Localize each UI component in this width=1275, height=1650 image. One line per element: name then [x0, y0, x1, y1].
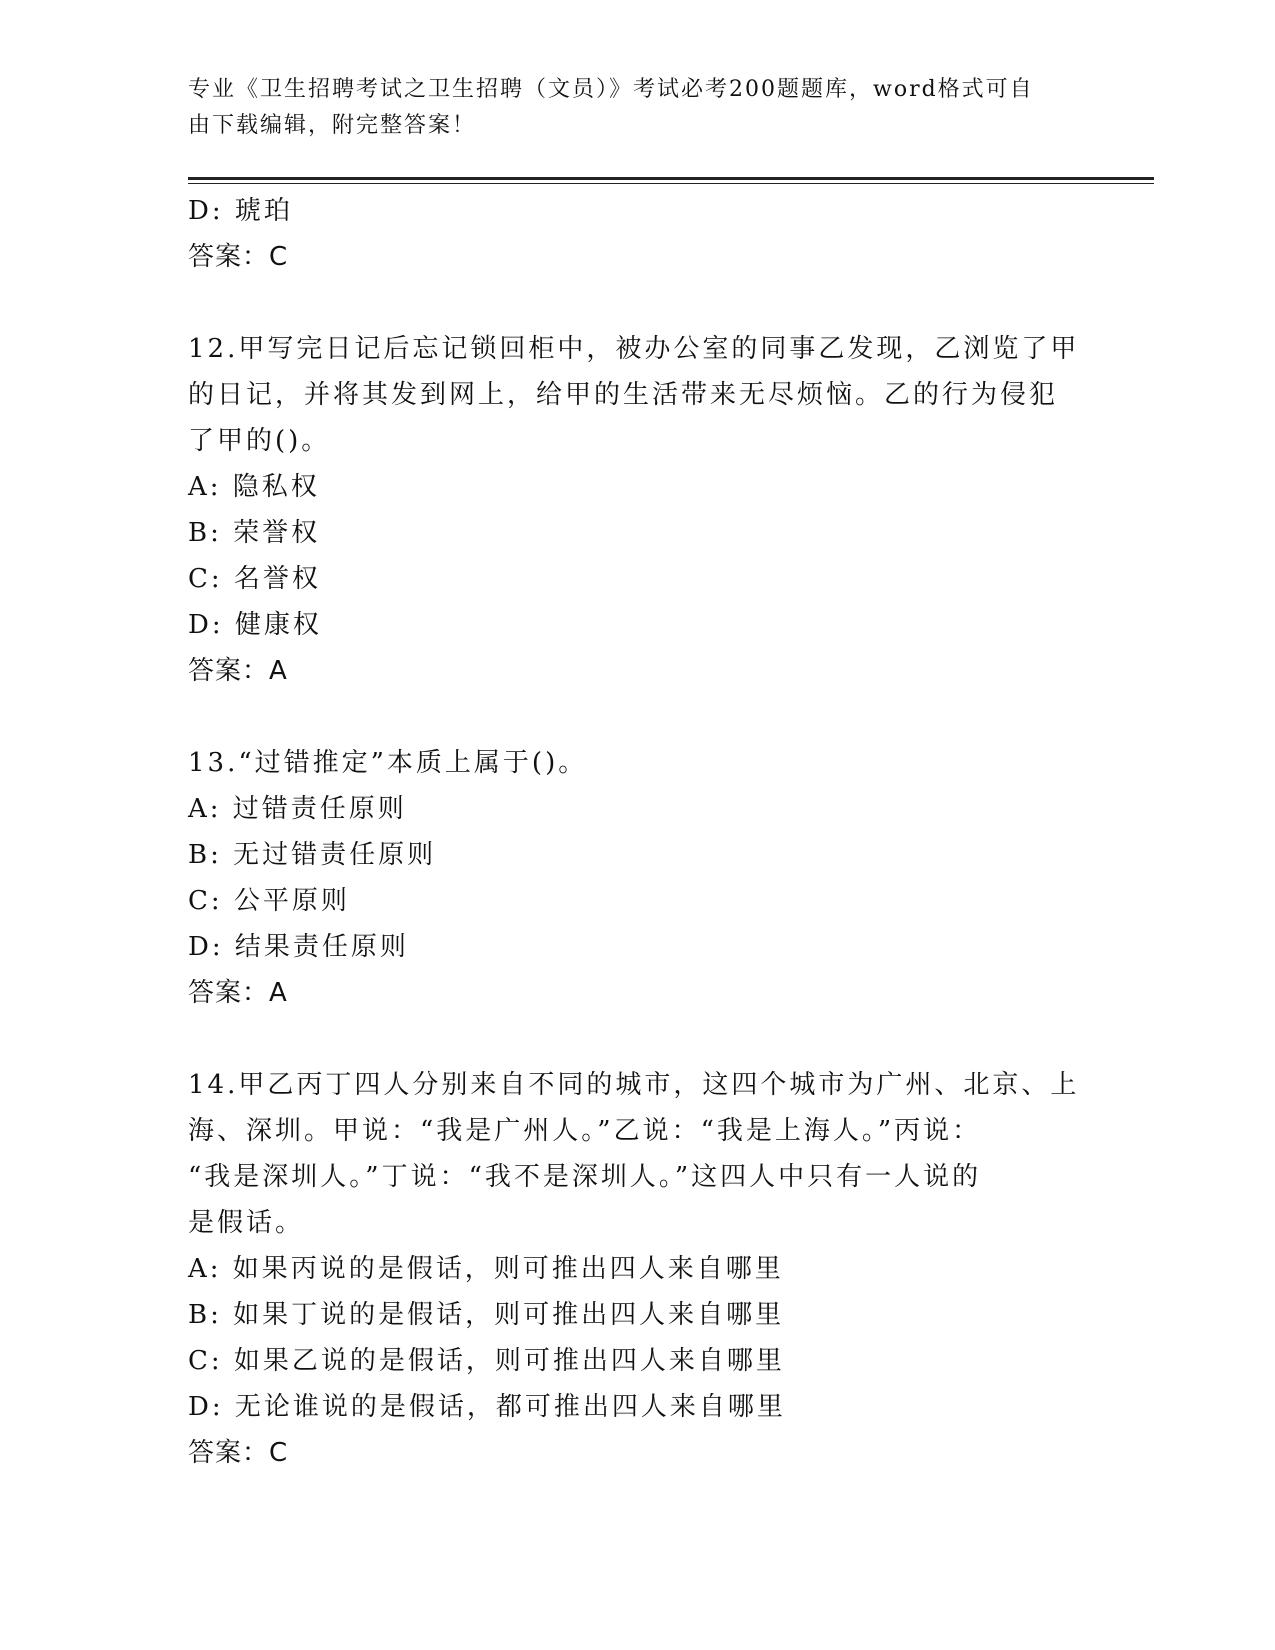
answer-label: 答案：A: [188, 978, 288, 1008]
question-11-tail: [188, 188, 1088, 280]
answer-label: 答案：C: [188, 242, 289, 272]
option-a: A: 如果丙说的是假话，则可推出四人来自哪里: [188, 1254, 784, 1284]
question-14: [188, 1062, 1088, 1476]
question-13: [188, 740, 1088, 1016]
option-d: D: 结果责任原则: [188, 932, 409, 962]
question-stem-line: “我是深圳人。”丁说：“我不是深圳人。”这四人中只有一人说的: [188, 1162, 982, 1192]
option-a: A: 隐私权: [188, 472, 320, 502]
spacer: [188, 1016, 1088, 1062]
spacer: [188, 280, 1088, 326]
option-d: D: 琥珀: [188, 196, 293, 226]
answer-label: 答案：A: [188, 656, 288, 686]
header-line-2: 由下载编辑，附完整答案！: [188, 113, 477, 138]
option-d: D: 健康权: [188, 610, 322, 640]
option-b: B: 如果丁说的是假话，则可推出四人来自哪里: [188, 1300, 785, 1330]
question-stem-line: 了甲的()。: [188, 426, 331, 456]
option-c: C: 如果乙说的是假话，则可推出四人来自哪里: [188, 1346, 785, 1376]
header-rule-thin: [188, 183, 1154, 184]
header-rule-thick: [188, 177, 1154, 180]
question-stem-line: 的日记，并将其发到网上，给甲的生活带来无尽烦恼。乙的行为侵犯: [188, 380, 1059, 410]
option-d: D: 无论谁说的是假话，都可推出四人来自哪里: [188, 1392, 786, 1422]
answer-label: 答案：C: [188, 1438, 289, 1468]
question-stem-line: 12.甲写完日记后忘记锁回柜中，被办公室的同事乙发现，乙浏览了甲: [188, 334, 1080, 364]
question-stem-line: 14.甲乙丙丁四人分别来自不同的城市，这四个城市为广州、北京、上: [188, 1070, 1080, 1100]
question-stem-line: 是假话。: [188, 1208, 305, 1238]
option-c: C: 公平原则: [188, 886, 350, 916]
spacer: [188, 694, 1088, 740]
question-stem-line: 13.“过错推定”本质上属于()。: [188, 748, 588, 778]
question-list: [188, 188, 1088, 1476]
question-12: [188, 326, 1088, 694]
option-b: B: 荣誉权: [188, 518, 321, 548]
option-a: A: 过错责任原则: [188, 794, 407, 824]
document-header: [188, 72, 1068, 144]
question-stem-line: 海、深圳。甲说：“我是广州人。”乙说：“我是上海人。”丙说：: [188, 1116, 982, 1146]
header-line-1: 专业《卫生招聘考试之卫生招聘（文员）》考试必考200题题库，word格式可自: [188, 77, 1034, 102]
option-c: C: 名誉权: [188, 564, 321, 594]
option-b: B: 无过错责任原则: [188, 840, 437, 870]
